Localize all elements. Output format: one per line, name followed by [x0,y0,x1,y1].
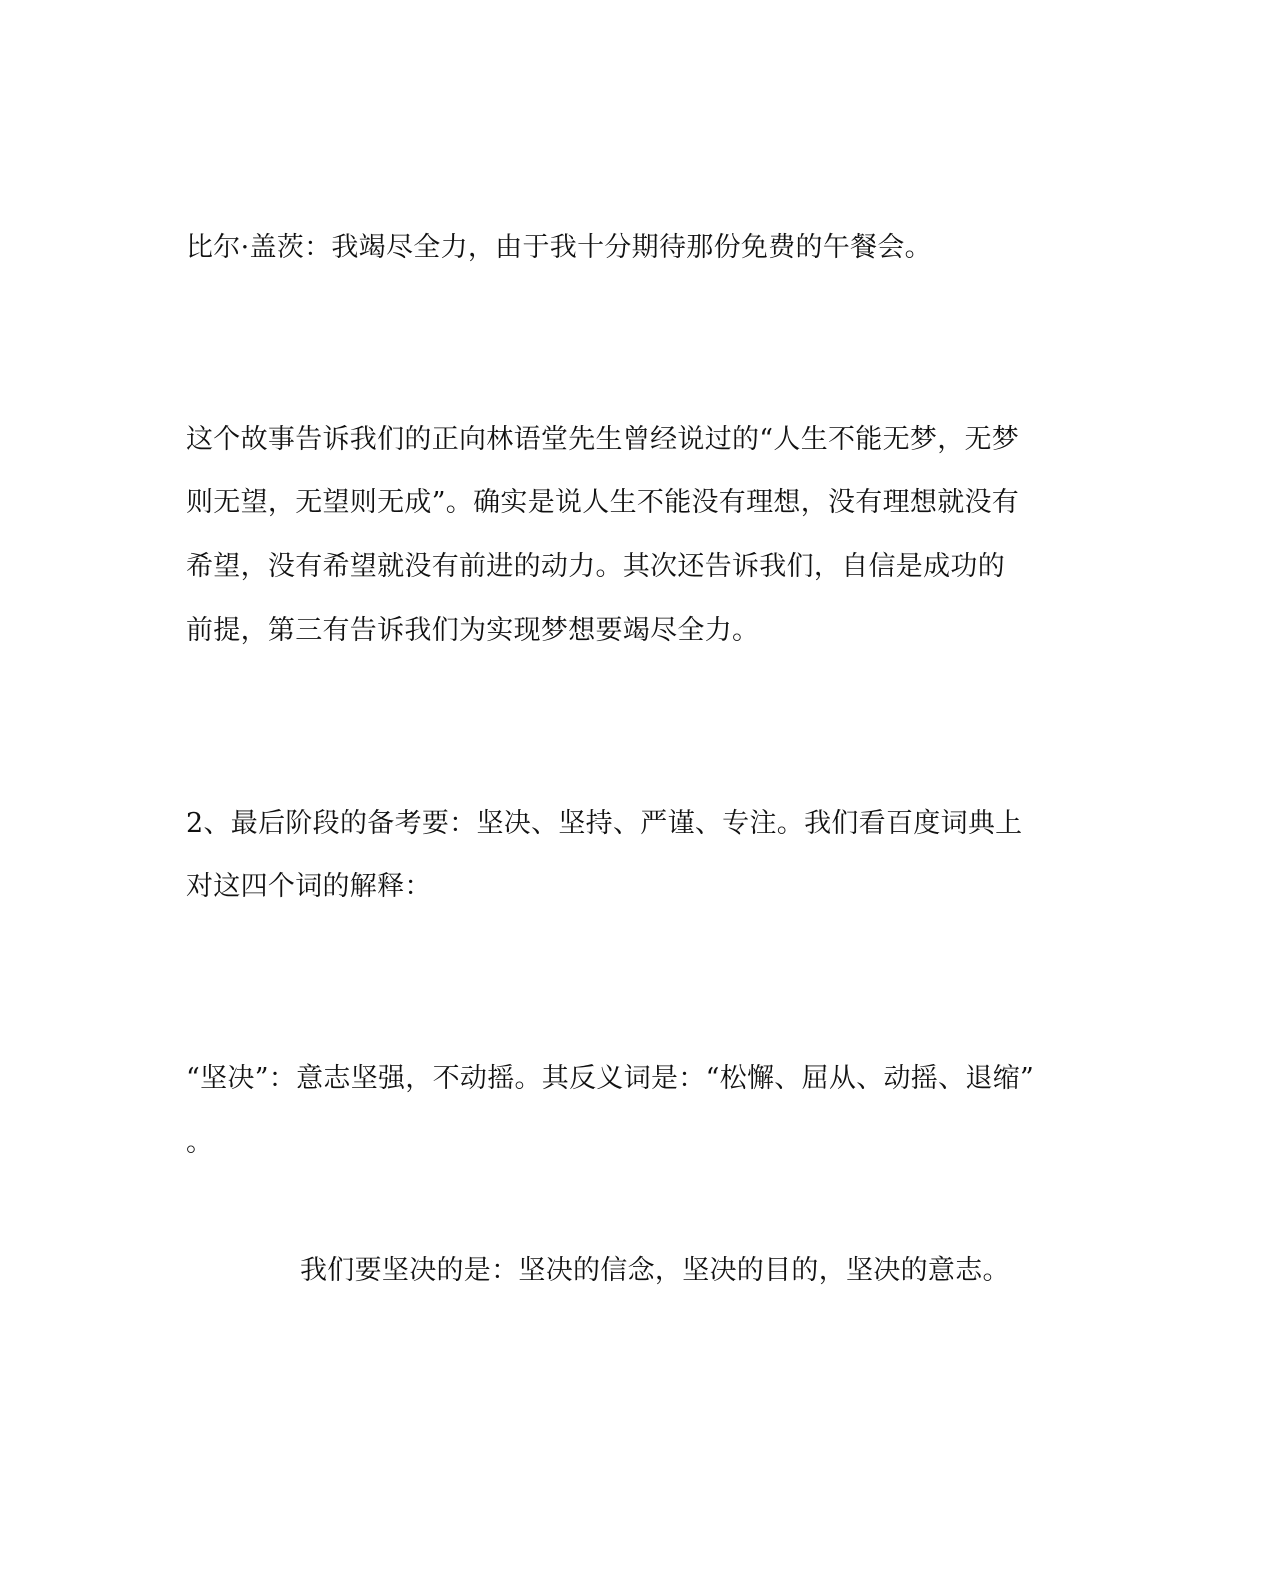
paragraph-item-2-line-1: 2、最后阶段的备考要：坚决、坚持、严谨、专注。我们看百度词典上 [186,808,1023,839]
paragraph-item-2-line-2: 对这四个词的解释： [186,871,432,902]
paragraph-story-line-4: 前提，第三有告诉我们为实现梦想要竭尽全力。 [186,615,760,646]
paragraph-bill-gates-quote: 比尔·盖茨：我竭尽全力，由于我十分期待那份免费的午餐会。 [186,232,932,263]
paragraph-story-line-2: 则无望，无望则无成”。确实是说人生不能没有理想，没有理想就没有 [186,487,1020,518]
paragraph-story-line-3: 希望，没有希望就没有前进的动力。其次还告诉我们，自信是成功的 [186,551,1005,582]
paragraph-definition-line-1: “坚决”：意志坚强，不动摇。其反义词是：“松懈、屈从、动摇、退缩” [186,1063,1035,1094]
paragraph-resolve-statement: 我们要坚决的是：坚决的信念，坚决的目的，坚决的意志。 [300,1255,1010,1286]
paragraph-definition-line-2: 。 [186,1127,214,1158]
paragraph-story-line-1: 这个故事告诉我们的正向林语堂先生曾经说过的“人生不能无梦，无梦 [186,424,1020,455]
